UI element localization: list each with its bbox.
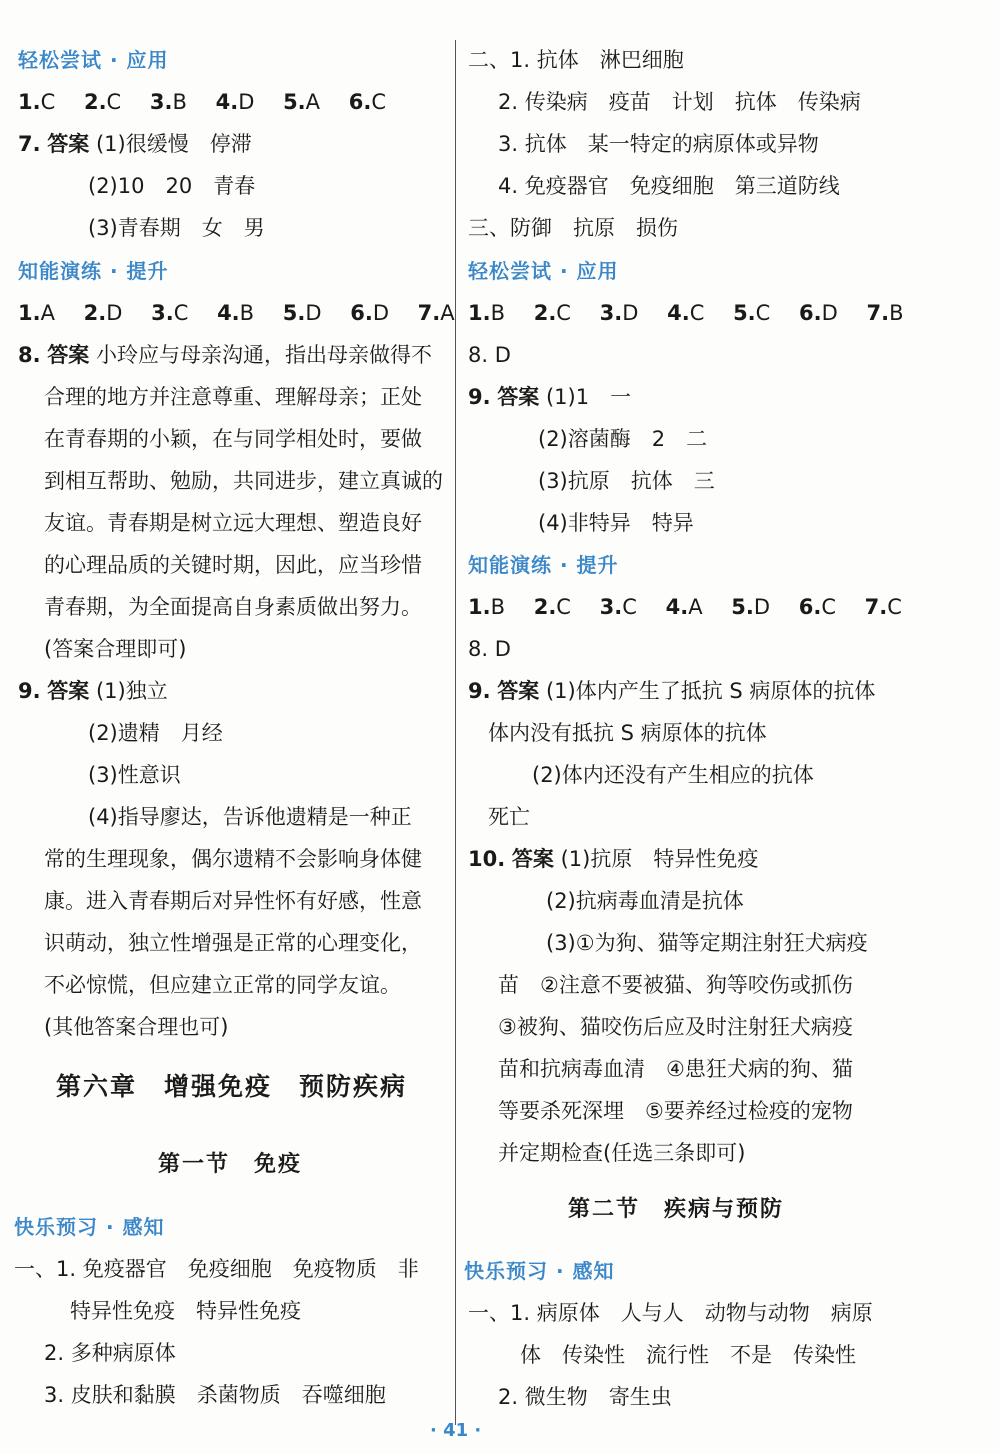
answer-line: 9. 答案 (1)体内产生了抵抗 S 病原体的抗体 xyxy=(468,679,876,703)
answer-line: 苗和抗病毒血清 ④患狂犬病的狗、猫 xyxy=(498,1057,853,1081)
answer-line: 不必惊慌，但应建立正常的同学友谊。 xyxy=(44,973,401,997)
answer-line: 9. 答案 (1)独立 xyxy=(18,679,168,703)
section-title-practice-apply: 轻松尝试 · 应用 xyxy=(18,48,169,72)
answer-line: 在青春期的小颖，在与同学相处时，要做 xyxy=(44,427,422,451)
answer-line: 8. D xyxy=(468,343,511,367)
answer-line: 死亡 xyxy=(488,805,530,829)
answer-line: 到相互帮助、勉励，共同进步，建立真诚的 xyxy=(44,469,443,493)
answer-line: 3. 抗体 某一特定的病原体或异物 xyxy=(498,132,819,156)
section-title-practice-apply: 轻松尝试 · 应用 xyxy=(468,259,619,283)
answer-line: 二、1. 抗体 淋巴细胞 xyxy=(468,48,684,72)
answer-line: 并定期检查(任选三条即可) xyxy=(498,1141,746,1165)
answer-line: 10. 答案 (1)抗原 特异性免疫 xyxy=(468,847,759,871)
answer-line: (3)青春期 女 男 xyxy=(88,216,265,240)
section-heading: 第二节 疾病与预防 xyxy=(568,1197,785,1222)
answer-line: 三、防御 抗原 损伤 xyxy=(468,216,678,240)
answer-line: 合理的地方并注意尊重、理解母亲；正处 xyxy=(44,385,422,409)
answer-line: 7. 答案 (1)很缓慢 停滞 xyxy=(18,132,252,156)
answer-line: 2. 传染病 疫苗 计划 抗体 传染病 xyxy=(498,90,861,114)
section-title-preview-perceive: 快乐预习 · 感知 xyxy=(14,1215,165,1239)
section-title-preview-perceive: 快乐预习 · 感知 xyxy=(464,1259,615,1283)
answer-line: 2. 微生物 寄生虫 xyxy=(498,1385,672,1409)
answer-line: (3)①为狗、猫等定期注射狂犬病疫 xyxy=(546,931,868,955)
mc-answer-row: 1.B 2.C 3.D 4.C 5.C 6.D 7.B xyxy=(468,301,904,325)
answer-line: 一、1. 病原体 人与人 动物与动物 病原 xyxy=(468,1301,873,1325)
answer-line: (2)抗病毒血清是抗体 xyxy=(546,889,744,913)
answer-line: 的心理品质的关键时期，因此，应当珍惜 xyxy=(44,553,422,577)
answer-line: 2. 多种病原体 xyxy=(44,1341,176,1365)
answer-line: (2)10 20 青春 xyxy=(88,174,256,198)
answer-line: 一、1. 免疫器官 免疫细胞 免疫物质 非 xyxy=(14,1257,419,1281)
chapter-title: 第六章 增强免疫 预防疾病 xyxy=(56,1072,408,1101)
answer-line: (2)遗精 月经 xyxy=(88,721,223,745)
answer-line: (4)非特异 特异 xyxy=(538,511,694,535)
section-title-drill-improve: 知能演练 · 提升 xyxy=(18,259,169,283)
answer-line: 苗 ②注意不要被猫、狗等咬伤或抓伤 xyxy=(498,973,853,997)
section-heading: 第一节 免疫 xyxy=(158,1152,303,1177)
answer-line: 常的生理现象，偶尔遗精不会影响身体健 xyxy=(44,847,422,871)
section-title-drill-improve: 知能演练 · 提升 xyxy=(468,553,619,577)
answer-line: 8. D xyxy=(468,637,511,661)
answer-line: 友谊。青春期是树立远大理想、塑造良好 xyxy=(44,511,422,535)
answer-line: 康。进入青春期后对异性怀有好感，性意 xyxy=(44,889,422,913)
answer-line: (2)体内还没有产生相应的抗体 xyxy=(532,763,814,787)
answer-line: 3. 皮肤和黏膜 杀菌物质 吞噬细胞 xyxy=(44,1383,386,1407)
mc-answer-row: 1.A 2.D 3.C 4.B 5.D 6.D 7.A xyxy=(18,301,455,325)
answer-line: (4)指导廖达，告诉他遗精是一种正 xyxy=(88,805,412,829)
column-divider xyxy=(455,40,456,1425)
answer-line: (答案合理即可) xyxy=(44,637,187,661)
answer-line: (3)抗原 抗体 三 xyxy=(538,469,715,493)
mc-answer-row: 1.B 2.C 3.C 4.A 5.D 6.C 7.C xyxy=(468,595,902,619)
answer-line: 特异性免疫 特异性免疫 xyxy=(70,1299,301,1323)
answer-line: 等要杀死深埋 ⑤要养经过检疫的宠物 xyxy=(498,1099,853,1123)
answer-line: 9. 答案 (1)1 一 xyxy=(468,385,632,409)
answer-line: (3)性意识 xyxy=(88,763,181,787)
answer-line: 识萌动，独立性增强是正常的心理变化， xyxy=(44,931,422,955)
answer-line: ③被狗、猫咬伤后应及时注射狂犬病疫 xyxy=(498,1015,853,1039)
answer-line: 体内没有抵抗 S 病原体的抗体 xyxy=(488,721,767,745)
answer-line: 4. 免疫器官 免疫细胞 第三道防线 xyxy=(498,174,840,198)
answer-line: (2)溶菌酶 2 二 xyxy=(538,427,708,451)
answer-line: 8. 答案 小玲应与母亲沟通，指出母亲做得不 xyxy=(18,343,432,367)
answer-line: 体 传染性 流行性 不是 传染性 xyxy=(520,1343,856,1367)
answer-line: (其他答案合理也可) xyxy=(44,1015,229,1039)
mc-answer-row: 1.C 2.C 3.B 4.D 5.A 6.C xyxy=(18,90,386,114)
page-number: · 41 · xyxy=(430,1420,482,1441)
answer-line: 青春期，为全面提高自身素质做出努力。 xyxy=(44,595,422,619)
